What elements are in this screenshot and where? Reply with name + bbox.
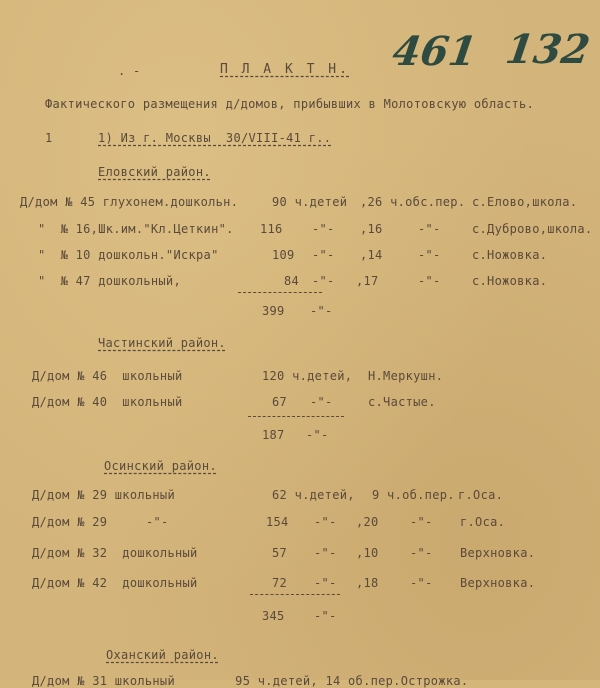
district-total-mark: -"- <box>310 304 333 318</box>
district-name-osinsky: Осинский район. <box>104 459 217 473</box>
row-label: Д/дом № 46 школьный <box>32 369 183 383</box>
row-children: 154 <box>266 515 289 529</box>
row-place: с.Ножовка. <box>472 248 548 262</box>
row-staff: ,14 <box>360 248 383 262</box>
row-ditto-mark: -"- <box>418 248 441 262</box>
district-total-mark: -"- <box>306 428 329 442</box>
row-ditto-mark: -"- <box>314 546 337 560</box>
row-children: 67 <box>272 395 288 409</box>
row-children: 109 <box>272 248 295 262</box>
row-ditto-mark: -"- <box>418 274 441 288</box>
district-total: 345 <box>262 609 285 623</box>
row-place: г.Оса. <box>460 515 506 529</box>
row-place: г.Оса. <box>458 488 504 502</box>
partial-row: Д/дом № 31 школьный 95 ч.детей, 14 об.пер.Острожка. <box>32 674 469 688</box>
row-label: Д/дом № 29 школьный <box>32 488 175 502</box>
row-children: 72 <box>272 576 288 590</box>
row-ditto-mark: -"- <box>410 515 433 529</box>
sum-line <box>248 416 344 417</box>
section-heading: 1) Из г. Москвы 30/VIII-41 г.. <box>98 131 332 145</box>
district-name-chastinsky: Частинский район. <box>98 336 226 350</box>
row-staff: ,16 <box>360 222 383 236</box>
row-ditto-mark: -"- <box>310 395 333 409</box>
district-total: 399 <box>262 304 285 318</box>
row-label: Д/дом № 29 <box>32 515 108 529</box>
row-label: " № 10 дошкольн."Искра" <box>38 248 219 262</box>
row-place: с.Частые. <box>368 395 436 409</box>
district-total-mark: -"- <box>314 609 337 623</box>
row-children: 57 <box>272 546 288 560</box>
row-ditto-mark: -"- <box>312 222 335 236</box>
row-label: " № 47 дошкольный, <box>38 274 181 288</box>
row-staff: 9 ч.об.пер. <box>372 488 455 502</box>
row-ditto-mark: -"- <box>418 222 441 236</box>
document-subtitle: Фактического размещения д/домов, прибывших в Молотовскую область. <box>45 97 535 111</box>
document-title: П Л А К Т Н. <box>220 62 350 77</box>
row-children: 90 ч.детей <box>272 195 348 209</box>
district-total: 187 <box>262 428 285 442</box>
district-name-okhansky: Оханский район. <box>106 648 219 662</box>
handwritten-number-right: 132 <box>502 26 593 73</box>
row-children: 84 <box>284 274 300 288</box>
row-children: 62 ч.детей, <box>272 488 355 502</box>
row-ditto-mark: -"- <box>410 546 433 560</box>
sum-line <box>238 292 322 293</box>
row-staff: ,18 <box>356 576 379 590</box>
row-staff: ,17 <box>356 274 379 288</box>
row-place: Н.Меркушн. <box>368 369 444 383</box>
row-label: Д/дом № 32 дошкольный <box>32 546 198 560</box>
row-place: с.Елово,школа. <box>472 195 578 209</box>
row-ditto-mark: -"- <box>312 274 335 288</box>
row-children: 120 ч.детей, <box>262 369 353 383</box>
row-place: Верхновка. <box>460 576 536 590</box>
row-staff: ,10 <box>356 546 379 560</box>
row-ditto-mark: -"- <box>314 515 337 529</box>
row-ditto-mark: -"- <box>146 515 169 529</box>
district-name-elovsky: Еловский район. <box>98 165 211 179</box>
row-ditto-mark: -"- <box>312 248 335 262</box>
row-label: Д/дом № 45 глухонем.дошкольн. <box>20 195 239 209</box>
row-label: " № 16,Шк.им."Кл.Цеткин". <box>38 222 234 236</box>
row-staff: ,26 ч.обс.пер. <box>360 195 466 209</box>
row-place: с.Дуброво,школа. <box>472 222 593 236</box>
sum-line <box>250 594 340 595</box>
row-children: 116 <box>260 222 283 236</box>
header-dots: . - <box>118 64 141 78</box>
handwritten-number-left: 461 <box>389 28 480 75</box>
row-ditto-mark: -"- <box>314 576 337 590</box>
row-ditto-mark: -"- <box>410 576 433 590</box>
row-staff: ,20 <box>356 515 379 529</box>
row-label: Д/дом № 42 дошкольный <box>32 576 198 590</box>
section-number: 1 <box>45 131 53 145</box>
row-label: Д/дом № 40 школьный <box>32 395 183 409</box>
row-place: Верхновка. <box>460 546 536 560</box>
row-place: с.Ножовка. <box>472 274 548 288</box>
